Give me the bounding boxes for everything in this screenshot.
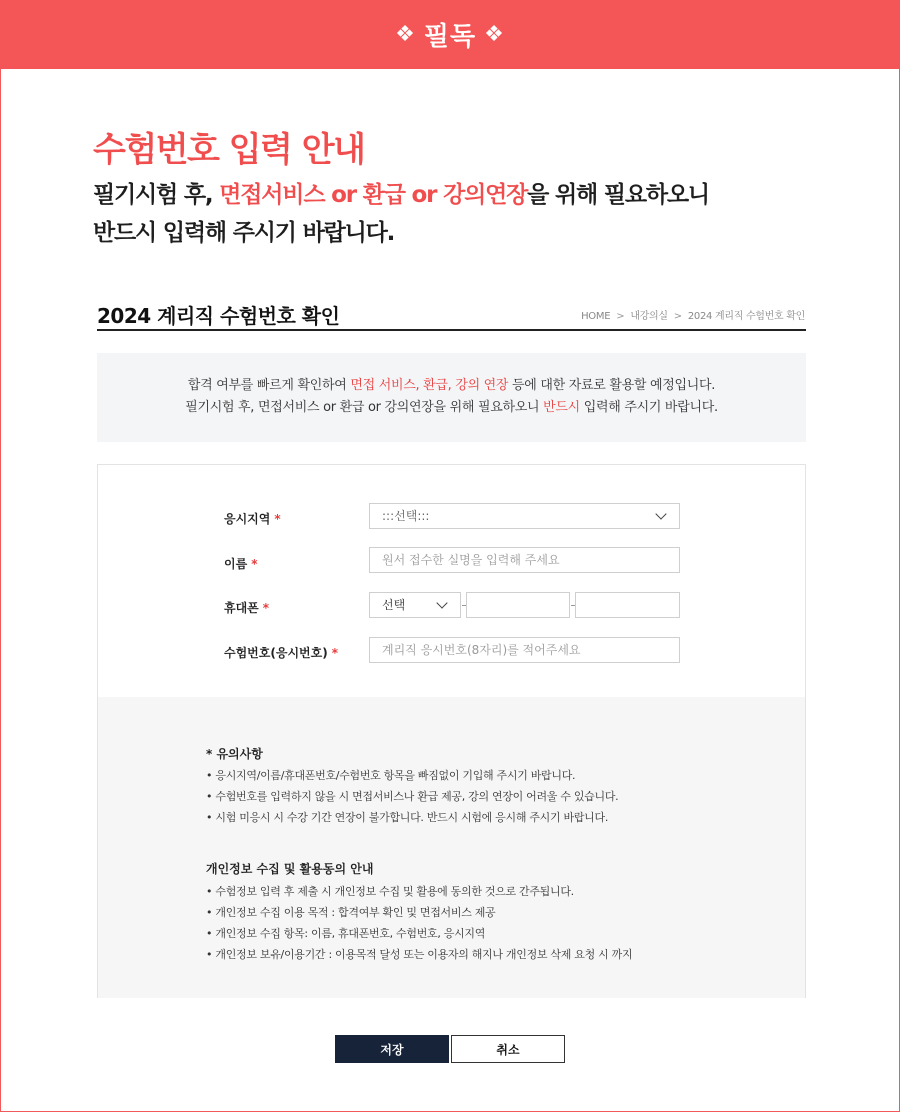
required-mark: * — [331, 646, 338, 660]
exam-number-placeholder: 계리직 응시번호(8자리)를 적어주세요 — [382, 643, 581, 657]
privacy-title: 개인정보 수집 및 활용동의 안내 — [206, 862, 374, 876]
list-item: • 개인정보 수집 항목: 이름, 휴대폰번호, 수험번호, 응시지역 — [206, 923, 632, 944]
notice-line1-pre: 필기시험 후, — [93, 182, 220, 208]
caution-list — [206, 765, 618, 828]
top-banner — [0, 0, 900, 69]
breadcrumb-current: 2024 계리직 수험번호 확인 — [687, 311, 805, 322]
exam-form — [97, 464, 806, 998]
cancel-button[interactable]: 취소 — [451, 1035, 565, 1063]
region-selected-value: :::선택::: — [382, 509, 430, 523]
breadcrumb-home[interactable]: HOME — [581, 311, 611, 322]
required-mark: * — [262, 601, 270, 615]
ornament-right-icon: ❖ — [484, 22, 505, 47]
banner-title: 필독 — [423, 22, 477, 52]
phone-prefix-value: 선택 — [382, 598, 406, 612]
name-input[interactable] — [369, 547, 680, 573]
save-button[interactable]: 저장 — [335, 1035, 449, 1063]
info-line2-pre: 필기시험 후, 면접서비스 or 환급 or 강의연장을 위해 필요하오니 — [185, 400, 544, 415]
notes-panel — [98, 697, 805, 998]
name-label — [224, 555, 257, 572]
exam-number-input[interactable] — [369, 637, 680, 663]
info-line1-highlight: 면접 서비스, 환급, 강의 연장 — [350, 378, 509, 393]
list-item: • 개인정보 수집 이용 목적 : 합격여부 확인 및 면접서비스 제공 — [206, 902, 632, 923]
region-label-text: 응시지역 — [224, 512, 271, 526]
chevron-down-icon — [436, 597, 447, 608]
phone-last-input[interactable] — [575, 592, 680, 618]
ornament-left-icon: ❖ — [395, 22, 416, 47]
info-box — [97, 353, 806, 442]
list-item: • 개인정보 보유/이용기간 : 이용목적 달성 또는 이용자의 해지나 개인정보 삭제 요청 시 까지 — [206, 944, 632, 965]
required-mark: * — [251, 557, 258, 571]
page-title: 2024 계리직 수험번호 확인 — [97, 304, 340, 328]
list-item: • 수험번호를 입력하지 않을 시 면접서비스나 환급 제공, 강의 연장이 어려울 수 있습니다. — [206, 786, 618, 807]
notice-line-2: 반드시 입력해 주시기 바랍니다. — [93, 220, 395, 246]
breadcrumb — [581, 307, 805, 322]
info-line1-pre: 합격 여부를 빠르게 확인하여 — [187, 378, 351, 393]
list-item: • 수험정보 입력 후 제출 시 개인정보 수집 및 활용에 동의한 것으로 간주됩니다. — [206, 881, 632, 902]
breadcrumb-sep-icon: > — [616, 311, 625, 322]
breadcrumb-my-classroom[interactable]: 내강의실 — [630, 311, 668, 322]
notice-line-1 — [93, 176, 709, 214]
title-divider — [97, 329, 806, 331]
phone-prefix-select[interactable] — [369, 592, 461, 618]
name-label-text: 이름 — [224, 557, 248, 571]
notice-line1-post: 을 위해 필요하오니 — [527, 182, 709, 208]
list-item: • 시험 미응시 시 수강 기간 연장이 불가합니다. 반드시 시험에 응시해 주시기 바랍니다. — [206, 807, 618, 828]
notice-description — [93, 176, 709, 252]
info-line2-post: 입력해 주시기 바랍니다. — [579, 400, 718, 415]
phone-label-text: 휴대폰 — [224, 601, 259, 615]
required-mark: * — [274, 512, 281, 526]
chevron-down-icon — [655, 508, 666, 519]
name-placeholder: 원서 접수한 실명을 입력해 주세요 — [382, 553, 560, 567]
region-label — [224, 510, 281, 527]
info-line-1 — [97, 375, 806, 397]
info-line-2 — [97, 397, 806, 419]
breadcrumb-sep-icon: > — [673, 311, 682, 322]
notice-title: 수험번호 입력 안내 — [93, 130, 365, 170]
list-item: • 응시지역/이름/휴대폰번호/수험번호 항목을 빠짐없이 기입해 주시기 바랍니다. — [206, 765, 618, 786]
info-line1-post: 등에 대한 자료로 활용할 예정입니다. — [508, 378, 716, 393]
notice-line1-highlight: 면접서비스 or 환급 or 강의연장 — [219, 182, 528, 208]
region-select[interactable] — [369, 503, 680, 529]
caution-title: * 유의사항 — [206, 747, 263, 761]
exam-number-label-text: 수험번호(응시번호) — [224, 646, 328, 660]
exam-number-label — [224, 644, 338, 661]
phone-middle-input[interactable] — [466, 592, 570, 618]
phone-label — [224, 599, 269, 616]
info-line2-highlight: 반드시 — [543, 400, 580, 415]
privacy-list — [206, 881, 632, 965]
